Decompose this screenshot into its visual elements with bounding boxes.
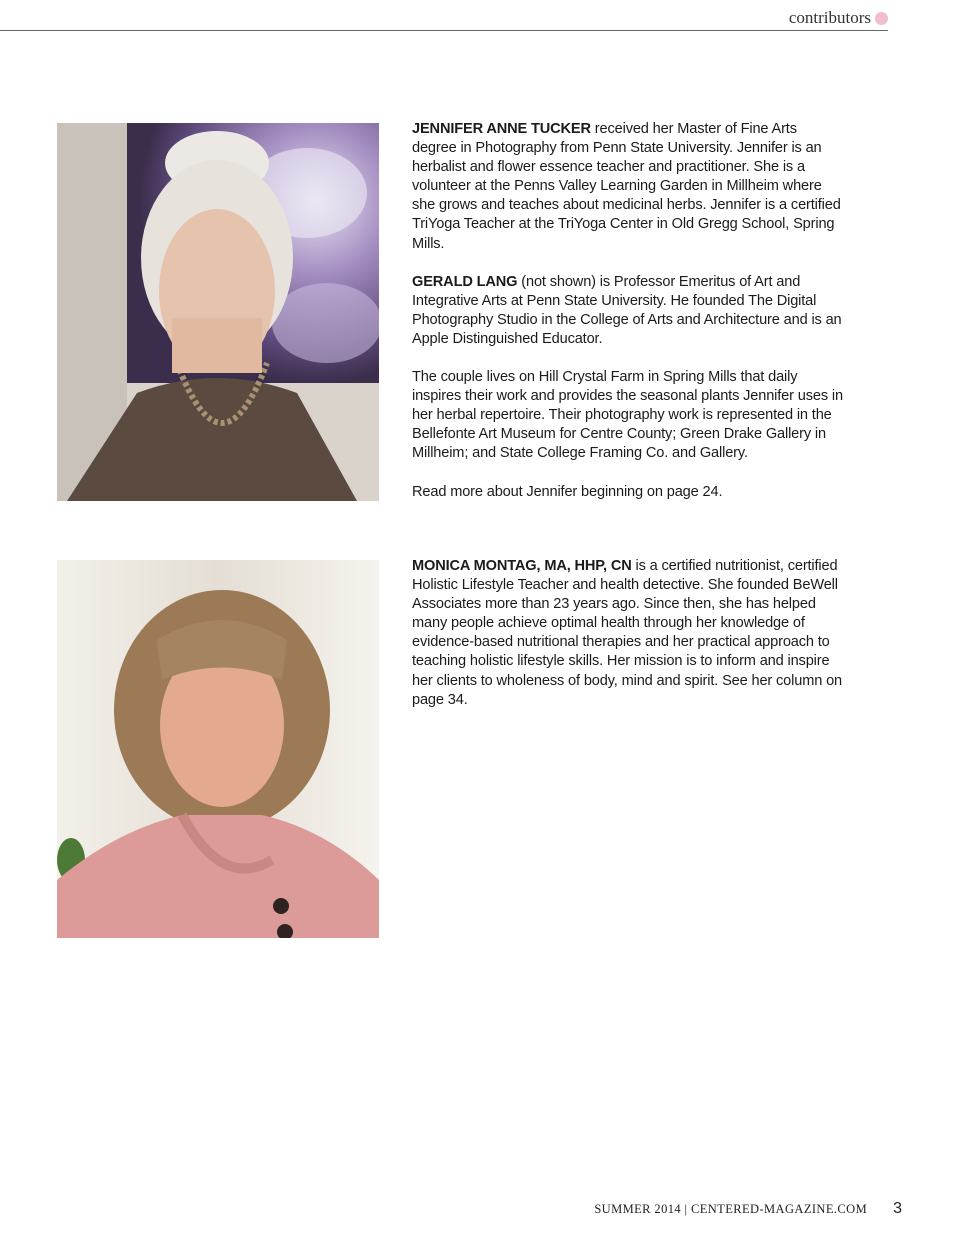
bio-paragraph	[412, 557, 844, 710]
portrait-photo-icon	[57, 560, 379, 938]
header-rule	[0, 30, 888, 31]
contributor-bio-montag	[412, 557, 844, 729]
contributor-name: GERALD LANG	[412, 273, 518, 290]
page-number: 3	[893, 1200, 902, 1217]
bio-paragraph	[412, 368, 844, 463]
bio-paragraph	[412, 273, 844, 349]
section-header	[789, 8, 888, 28]
bio-text: received her Master of Fine Arts degree in Photography from Penn State University. Jennifer is an herbalist and flower essence teacher and practitioner. She is a volunteer at the Penns Valley Learning Garden in Millheim where she grows and teaches about medicinal herbs. Jennifer is a certified TriYoga Teacher at the TriYoga Center in Old Gregg School, Spring Mills.	[412, 121, 841, 252]
bio-text: The couple lives on Hill Crystal Farm in Spring Mills that daily inspires their work and provides the seasonal plants Jennifer uses in her herbal repertoire. Their photography work is represented in the Bellefonte Art Museum for Centre County; Green Drake Gallery in Millheim; and State College Framing Co. and Gallery.	[412, 369, 843, 462]
page-footer	[594, 1200, 902, 1218]
contributor-photo-montag	[57, 560, 379, 938]
contributor-bio-tucker	[412, 120, 844, 521]
section-label: contributors	[788, 8, 871, 27]
contributor-name: JENNIFER ANNE TUCKER	[412, 121, 591, 137]
bio-text: is a certified nutritionist, certified Holistic Lifestyle Teacher and health detective. She founded BeWell Associates more than 23 years ago. Since then, she has helped many people achieve optimal health through her knowledge of evidence-based nutritional therapies and her practical approach to teaching holistic lifestyle skills. Her mission is to inform and inspire her clients to wholeness of body, mind and spirit. See her column on page 34.	[412, 558, 843, 708]
contributor-photo-tucker	[57, 123, 379, 501]
pink-dot-icon	[875, 12, 888, 25]
bio-paragraph	[412, 120, 844, 254]
bio-text: Read more about Jennifer beginning on page 24.	[412, 483, 723, 500]
portrait-photo-icon	[57, 123, 379, 501]
contributor-name: MONICA MONTAG, MA, HHP, CN	[412, 558, 632, 574]
bio-paragraph	[412, 483, 844, 502]
issue-line: SUMMER 2014 | CENTERED-MAGAZINE.COM	[594, 1202, 868, 1216]
bio-text: (not shown) is Professor Emeritus of Art and Integrative Arts at Penn State University. He founded The Digital Photography Studio in the College of Arts and Architecture and is an Apple Distinguished Educator.	[412, 273, 842, 347]
